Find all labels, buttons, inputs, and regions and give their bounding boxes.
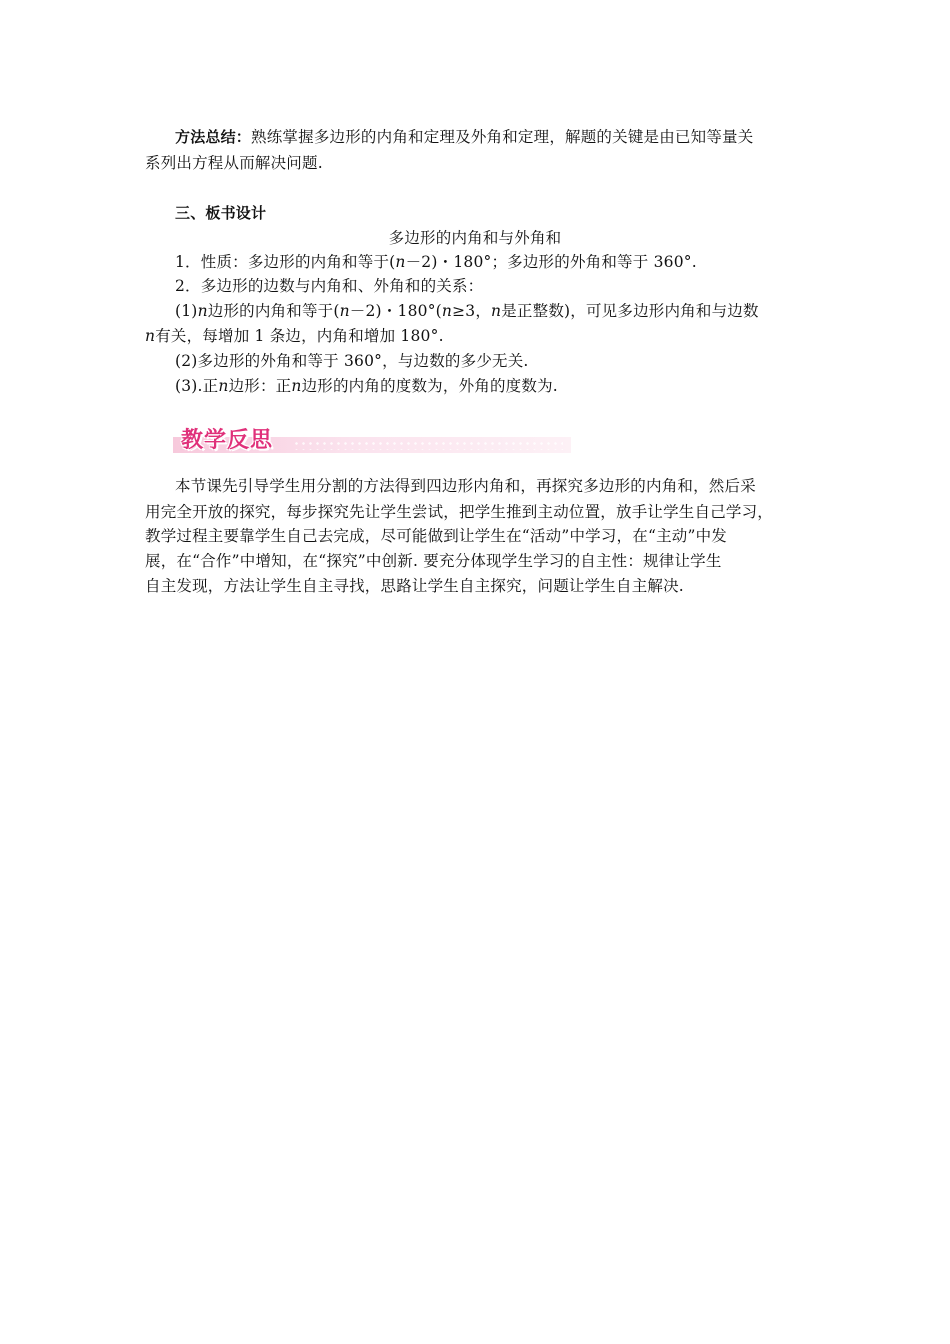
relation-point-1: (1)n边形的内角和等于(n－2)・180°(n≥3，n是正整数)，可见多边形内角和与边数 — [175, 302, 759, 320]
reflection-line-3: 教学过程主要靠学生自己去完成，尽可能做到让学生在“活动”中学习，在“主动”中发 — [145, 527, 727, 545]
reflection-banner — [173, 423, 571, 455]
board-title: 多边形的内角和与外角和 — [388, 229, 562, 247]
reflection-line-5: 自主发现，方法让学生自主寻找，思路让学生自主探究，问题让学生自主解决. — [145, 577, 684, 595]
reflection-line-4: 展，在“合作”中增知，在“探究”中创新. 要充分体现学生学习的自主性：规律让学生 — [145, 552, 722, 570]
relation-point-3: (3).正n边形：正n边形的内角的度数为，外角的度数为. — [175, 377, 558, 395]
method-summary-line1 — [175, 125, 840, 149]
method-summary-text: 熟练掌握多边形的内角和定理及外角和定理，解题的关键是由已知等量关 — [251, 128, 754, 146]
section-heading: 三、板书设计 — [175, 204, 267, 222]
reflection-banner-title: 教学反思 — [181, 428, 274, 453]
method-summary-line2: 系列出方程从而解决问题. — [145, 154, 323, 172]
relation-point-2: (2)多边形的外角和等于 360°，与边数的多少无关. — [175, 352, 529, 370]
banner-dots-decoration — [293, 440, 563, 450]
reflection-line-1: 本节课先引导学生用分割的方法得到四边形内角和，再探究多边形的内角和，然后采 — [175, 477, 756, 495]
method-summary-label: 方法总结： — [175, 128, 252, 146]
relation-point-1-cont: n有关，每增加 1 条边，内角和增加 180°. — [145, 327, 444, 345]
property-item: 1．性质：多边形的内角和等于(n－2)・180°；多边形的外角和等于 360°. — [175, 253, 697, 271]
reflection-line-2: 用完全开放的探究，每步探究先让学生尝试，把学生推到主动位置，放手让学生自己学习， — [145, 503, 774, 521]
relation-item: 2．多边形的边数与内角和、外角和的关系： — [175, 277, 484, 295]
